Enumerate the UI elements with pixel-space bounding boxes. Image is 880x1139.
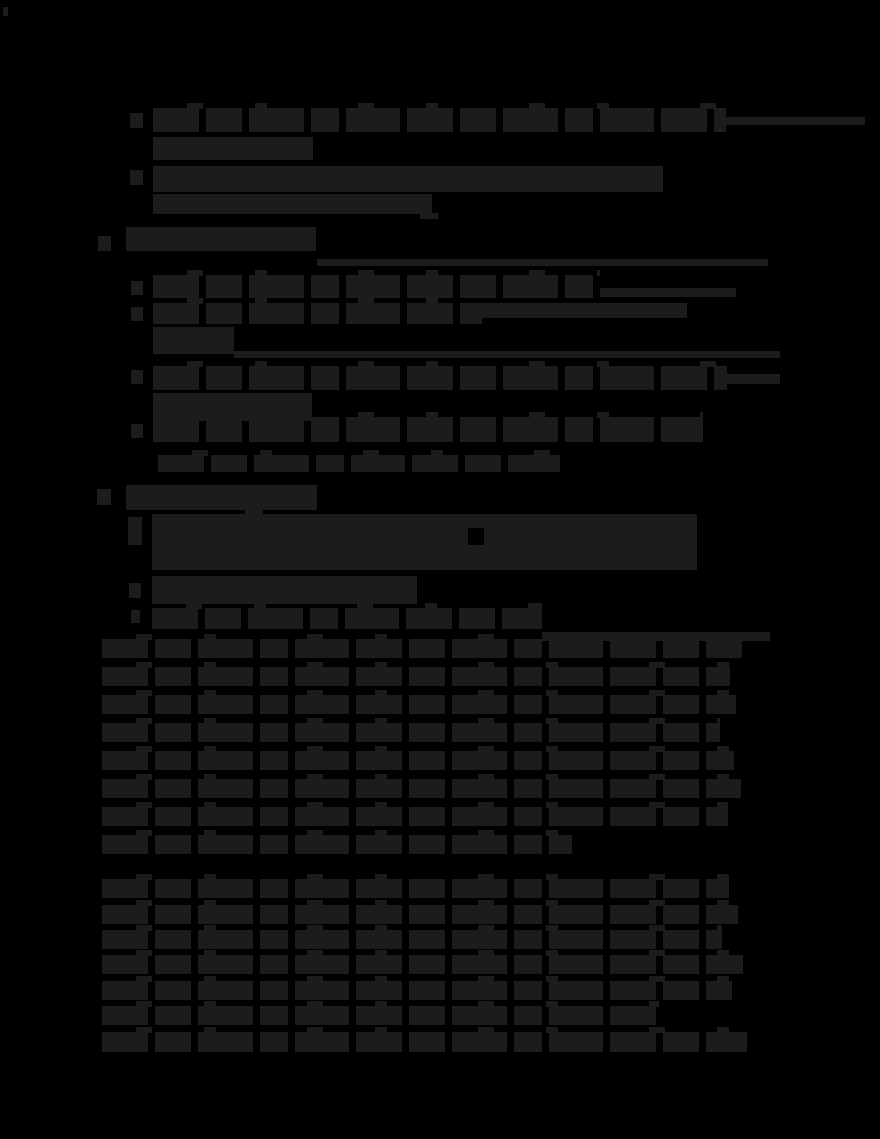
heading-1-tail (317, 259, 768, 266)
list-a-item-2-line-1 (153, 166, 663, 192)
list-b-item-2-line-2 (153, 327, 234, 354)
list-c-item-1-block (152, 514, 697, 570)
artifact-dot (3, 7, 8, 16)
list-b-item-2-line-2-tail (234, 351, 780, 358)
list-c-item-3-line-1 (152, 603, 542, 629)
list-c-item-1-marker (128, 517, 142, 545)
list-b-item-3-line-1-tail (727, 374, 780, 384)
list-c-item-2-line-1 (152, 576, 417, 604)
paragraph-1-line-4 (102, 718, 720, 742)
list-c-item-3-marker (131, 610, 140, 623)
list-b-item-4-line-2 (158, 450, 560, 472)
heading-1-text (126, 227, 316, 251)
paragraph-2-line-6 (102, 1001, 659, 1025)
list-b-item-1-marker (131, 281, 143, 295)
heading-2-text (126, 485, 317, 510)
heading-2-marker (97, 489, 111, 505)
paragraph-2-line-1 (102, 874, 729, 898)
paragraph-2-line-5 (102, 976, 732, 1000)
heading-1-marker (98, 236, 111, 251)
paragraph-1-line-1 (102, 634, 742, 658)
paragraph-1-line-5 (102, 746, 734, 770)
list-b-item-4-line-1 (153, 412, 703, 442)
list-b-item-4-marker (131, 424, 143, 438)
paragraph-1-line-3 (102, 690, 736, 714)
list-a-item-2-line-2 (153, 194, 432, 214)
list-a-item-2-line-2-descender (420, 213, 438, 219)
list-b-item-2-line-1 (153, 298, 482, 324)
paragraph-1-line-7 (102, 802, 728, 826)
paragraph-2-line-7 (102, 1027, 747, 1052)
paragraph-2-line-3 (102, 925, 722, 949)
list-c-item-2-marker (129, 583, 141, 598)
list-a-item-1-line-1-tail (726, 117, 865, 125)
list-b-item-2-line-1-bar (482, 303, 687, 318)
list-b-item-3-line-1 (153, 361, 727, 390)
paragraph-2-line-4 (102, 950, 743, 974)
list-c-item-1-block-hole (468, 528, 484, 545)
list-b-item-3-marker (131, 370, 143, 384)
list-a-item-1-marker (130, 113, 143, 128)
list-a-item-1-line-2 (153, 137, 313, 160)
list-a-item-1-line-1 (153, 103, 726, 132)
paragraph-2-line-2 (102, 900, 738, 924)
paragraph-1-line-6 (102, 774, 741, 798)
list-b-item-2-marker (131, 307, 143, 321)
list-b-item-1-line-1-tail (600, 288, 736, 297)
list-b-item-1-line-1 (153, 270, 600, 298)
paragraph-1-line-8 (102, 830, 572, 854)
list-a-item-2-marker (130, 170, 143, 185)
paragraph-1-line-2 (102, 662, 730, 686)
